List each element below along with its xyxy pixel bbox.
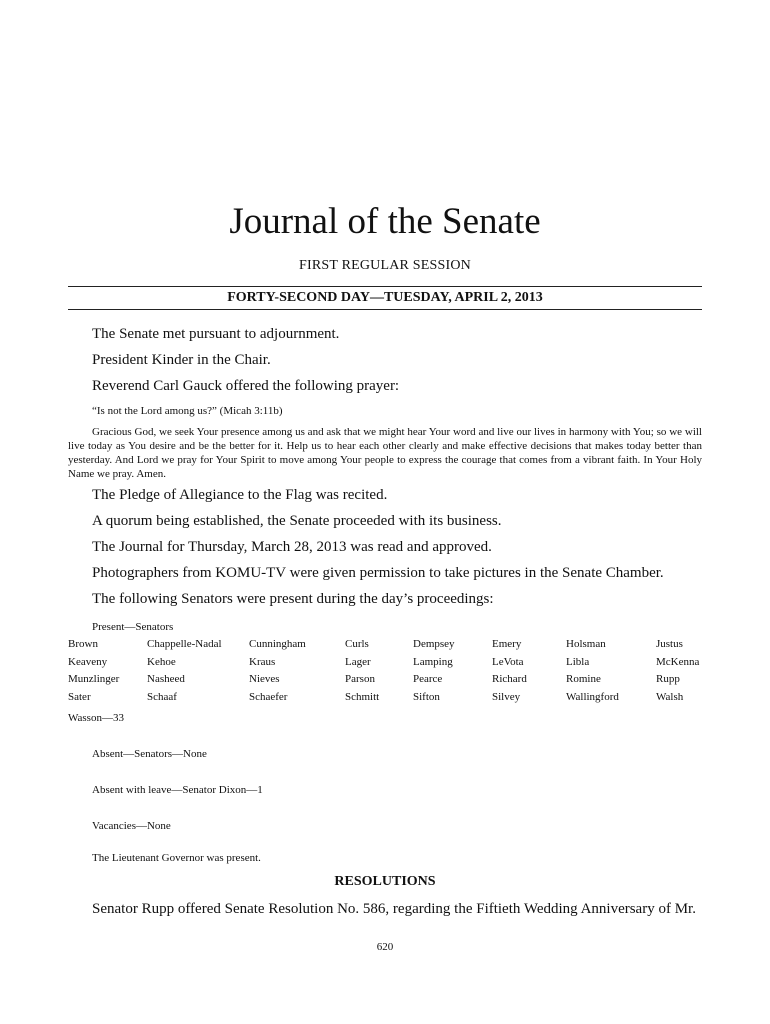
paragraph-journal-approved: The Journal for Thursday, March 28, 2013 was read and approved. xyxy=(92,539,492,555)
paragraph-photographers: Photographers from KOMU-TV were given permission to take pictures in the Senate Chamber. xyxy=(92,565,664,581)
senator-name: Schmitt xyxy=(345,691,380,703)
heading-rule-bottom xyxy=(68,309,702,310)
senator-name: Lager xyxy=(345,656,371,668)
lieutenant-governor-note: The Lieutenant Governor was present. xyxy=(92,852,261,864)
prayer-body: Gracious God, we seek Your presence among us and ask that we might hear Your word and live our lives in harmony with You; so we will live today as You desire and be the better for it. Help us to hear each other clearly and make effective decisions that makes today better than yesterday. And Lord we pray for Your Spirit to move among Your people to express the courage that comes from a vibrant faith. In Your Holy Name we pray. Amen. xyxy=(68,426,702,480)
senator-name: Chappelle-Nadal xyxy=(147,638,222,650)
senator-name: Lamping xyxy=(413,656,453,668)
senator-name: Parson xyxy=(345,673,375,685)
senator-name: Kraus xyxy=(249,656,276,668)
absent-senators: Absent—Senators—None xyxy=(92,748,207,760)
paragraph-senators-present: The following Senators were present during the day’s proceedings: xyxy=(92,591,494,607)
senator-name: Sater xyxy=(68,691,91,703)
senator-name: Walsh xyxy=(656,691,684,703)
paragraph-adjournment: The Senate met pursuant to adjournment. xyxy=(92,326,340,342)
paragraph-resolution: Senator Rupp offered Senate Resolution No. 586, regarding the Fiftieth Wedding Anniversary of Mr. xyxy=(92,901,696,917)
senator-name: Cunningham xyxy=(249,638,306,650)
senator-name: Dempsey xyxy=(413,638,455,650)
senator-name: Emery xyxy=(492,638,522,650)
senator-name: Schaaf xyxy=(147,691,177,703)
vacancies: Vacancies—None xyxy=(92,820,171,832)
senator-name: Schaefer xyxy=(249,691,288,703)
senator-name: Sifton xyxy=(413,691,440,703)
senator-name: Wallingford xyxy=(566,691,619,703)
paragraph-quorum: A quorum being established, the Senate proceeded with its business. xyxy=(92,513,502,529)
session-label: FIRST REGULAR SESSION xyxy=(299,258,471,273)
paragraph-chair: President Kinder in the Chair. xyxy=(92,352,271,368)
senator-name: Kehoe xyxy=(147,656,176,668)
resolutions-heading: RESOLUTIONS xyxy=(334,874,436,889)
paragraph-prayer-intro: Reverend Carl Gauck offered the following prayer: xyxy=(92,378,400,394)
journal-title: Journal of the Senate xyxy=(229,201,541,242)
prayer-quote: “Is not the Lord among us?” (Micah 3:11b) xyxy=(92,405,283,417)
senator-name: Curls xyxy=(345,638,369,650)
senator-name: McKenna xyxy=(656,656,700,668)
senator-name: Brown xyxy=(68,638,98,650)
senator-name: Nasheed xyxy=(147,673,185,685)
senator-name: Nieves xyxy=(249,673,280,685)
day-heading: FORTY-SECOND DAY—TUESDAY, APRIL 2, 2013 xyxy=(227,290,543,305)
senator-name: Libla xyxy=(566,656,590,668)
senator-roster xyxy=(0,638,770,714)
senator-name: Holsman xyxy=(566,638,606,650)
absent-with-leave: Absent with leave—Senator Dixon—1 xyxy=(92,784,263,796)
senator-name: Pearce xyxy=(413,673,443,685)
senator-name: Keaveny xyxy=(68,656,108,668)
page-number: 620 xyxy=(376,941,394,953)
senator-name: Richard xyxy=(492,673,527,685)
senator-name: Romine xyxy=(566,673,601,685)
heading-rule-top xyxy=(68,286,702,287)
senator-name: Silvey xyxy=(492,691,521,703)
present-total: Wasson—33 xyxy=(68,712,124,724)
senator-name: LeVota xyxy=(492,656,524,668)
senator-name: Munzlinger xyxy=(68,673,120,685)
senator-name: Justus xyxy=(656,638,683,650)
present-label: Present—Senators xyxy=(92,621,174,633)
senator-name: Rupp xyxy=(656,673,680,685)
paragraph-pledge: The Pledge of Allegiance to the Flag was recited. xyxy=(92,487,388,503)
